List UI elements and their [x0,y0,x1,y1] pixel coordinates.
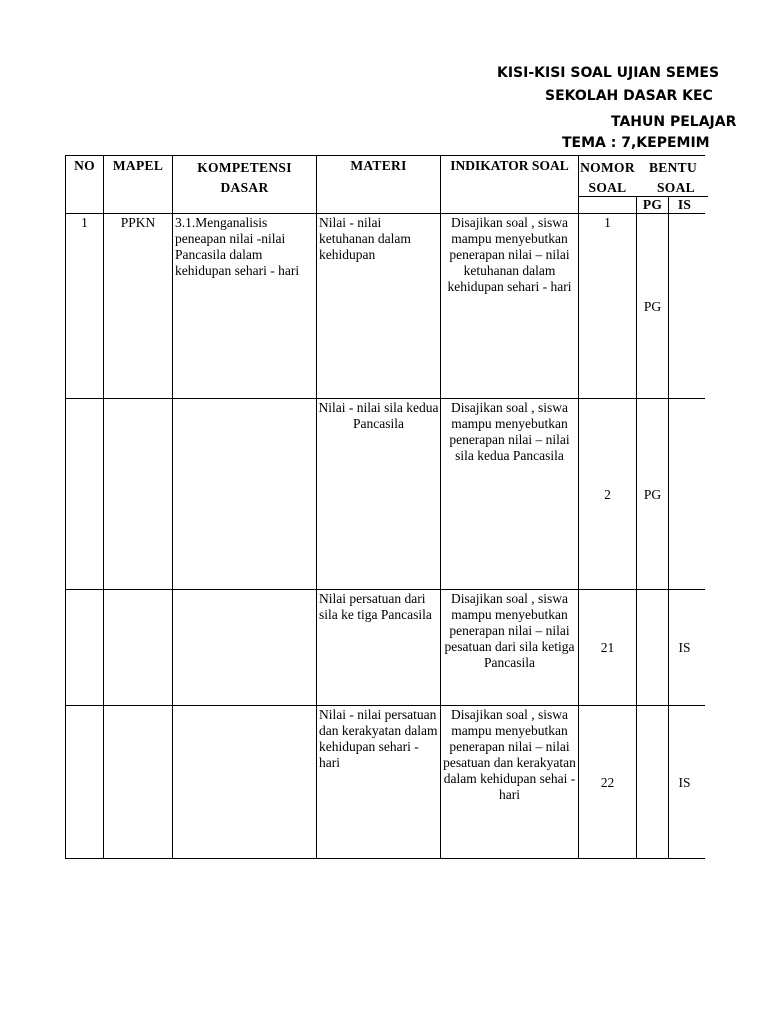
row-4-indikator: Disajikan soal , siswa mampu menyebutkan penerapan nilai – nilai pesatuan dan kerakyatan dalam kehidupan sehai - hari [443,707,576,802]
header-nomor-line-1: NOMOR [580,160,635,175]
header-kompetensi-line-1: KOMPETENSI [197,160,292,175]
row-1-kompetensi: 3.1.Menganalisis peneapan nilai -nilai Pancasila dalam kehidupan sehari - hari [175,215,300,278]
grid-line [65,705,705,706]
doc-title-line-3: TAHUN PELAJAR [611,114,737,130]
doc-title-line-4: TEMA : 7,KEPEMIM [562,135,710,151]
grid-line [65,398,705,399]
row-2-indikator: Disajikan soal , siswa mampu menyebutkan penerapan nilai – nilai sila kedua Pancasila [449,400,570,463]
row-1-mapel: PPKN [120,215,156,230]
row-2-materi: Nilai - nilai sila kedua Pancasila [318,400,439,431]
grid-line [65,858,705,859]
grid-line [65,589,705,590]
grid-line [103,155,104,859]
grid-line [65,155,66,859]
header-mapel: MAPEL [112,158,164,173]
row-1-indikator: Disajikan soal , siswa mampu menyebutkan penerapan nilai – nilai ketuhanan dalam kehidupan sehari - hari [447,215,572,294]
grid-line [636,196,637,859]
row-1-pg: PG [643,299,662,314]
header-bentuk-soal [637,158,717,198]
header-materi: MATERI [350,158,407,173]
row-2-nomor: 2 [604,487,611,502]
doc-title-line-2: SEKOLAH DASAR KEC [545,88,713,104]
header-no: NO [74,158,95,173]
header-bentuk-line-2: SOAL [657,180,695,195]
row-1-no: 1 [81,215,88,230]
header-kompetensi-line-2: DASAR [220,180,269,195]
header-pg: PG [642,197,663,212]
row-3-indikator: Disajikan soal , siswa mampu menyebutkan penerapan nilai – nilai pesatuan dari sila ketiga Pancasila [444,591,575,670]
row-1-nomor: 1 [604,215,611,230]
header-indikator: INDIKATOR SOAL [450,158,569,173]
row-3-materi: Nilai persatuan dari sila ke tiga Pancasila [319,591,432,622]
row-3-nomor: 21 [600,640,615,655]
row-4-materi: Nilai - nilai persatuan dan kerakyatan dalam kehidupan sehari - hari [319,707,438,770]
grid-line [65,213,705,214]
header-nomor-line-2: SOAL [588,180,627,195]
grid-line [668,196,669,859]
header-nomor-soal [579,158,636,198]
header-is: IS [677,197,692,212]
row-4-nomor: 22 [600,775,615,790]
row-3-is: IS [678,640,691,655]
row-4-is: IS [678,775,691,790]
row-1-materi: Nilai - nilai ketuhanan dalam kehidupan [319,215,411,262]
grid-line [578,155,579,859]
header-kompetensi [173,158,316,198]
doc-title-line-1: KISI-KISI SOAL UJIAN SEMES [497,65,720,81]
row-2-pg: PG [643,487,662,502]
header-bentuk-line-1: BENTU [649,160,698,175]
grid-line [65,155,705,156]
